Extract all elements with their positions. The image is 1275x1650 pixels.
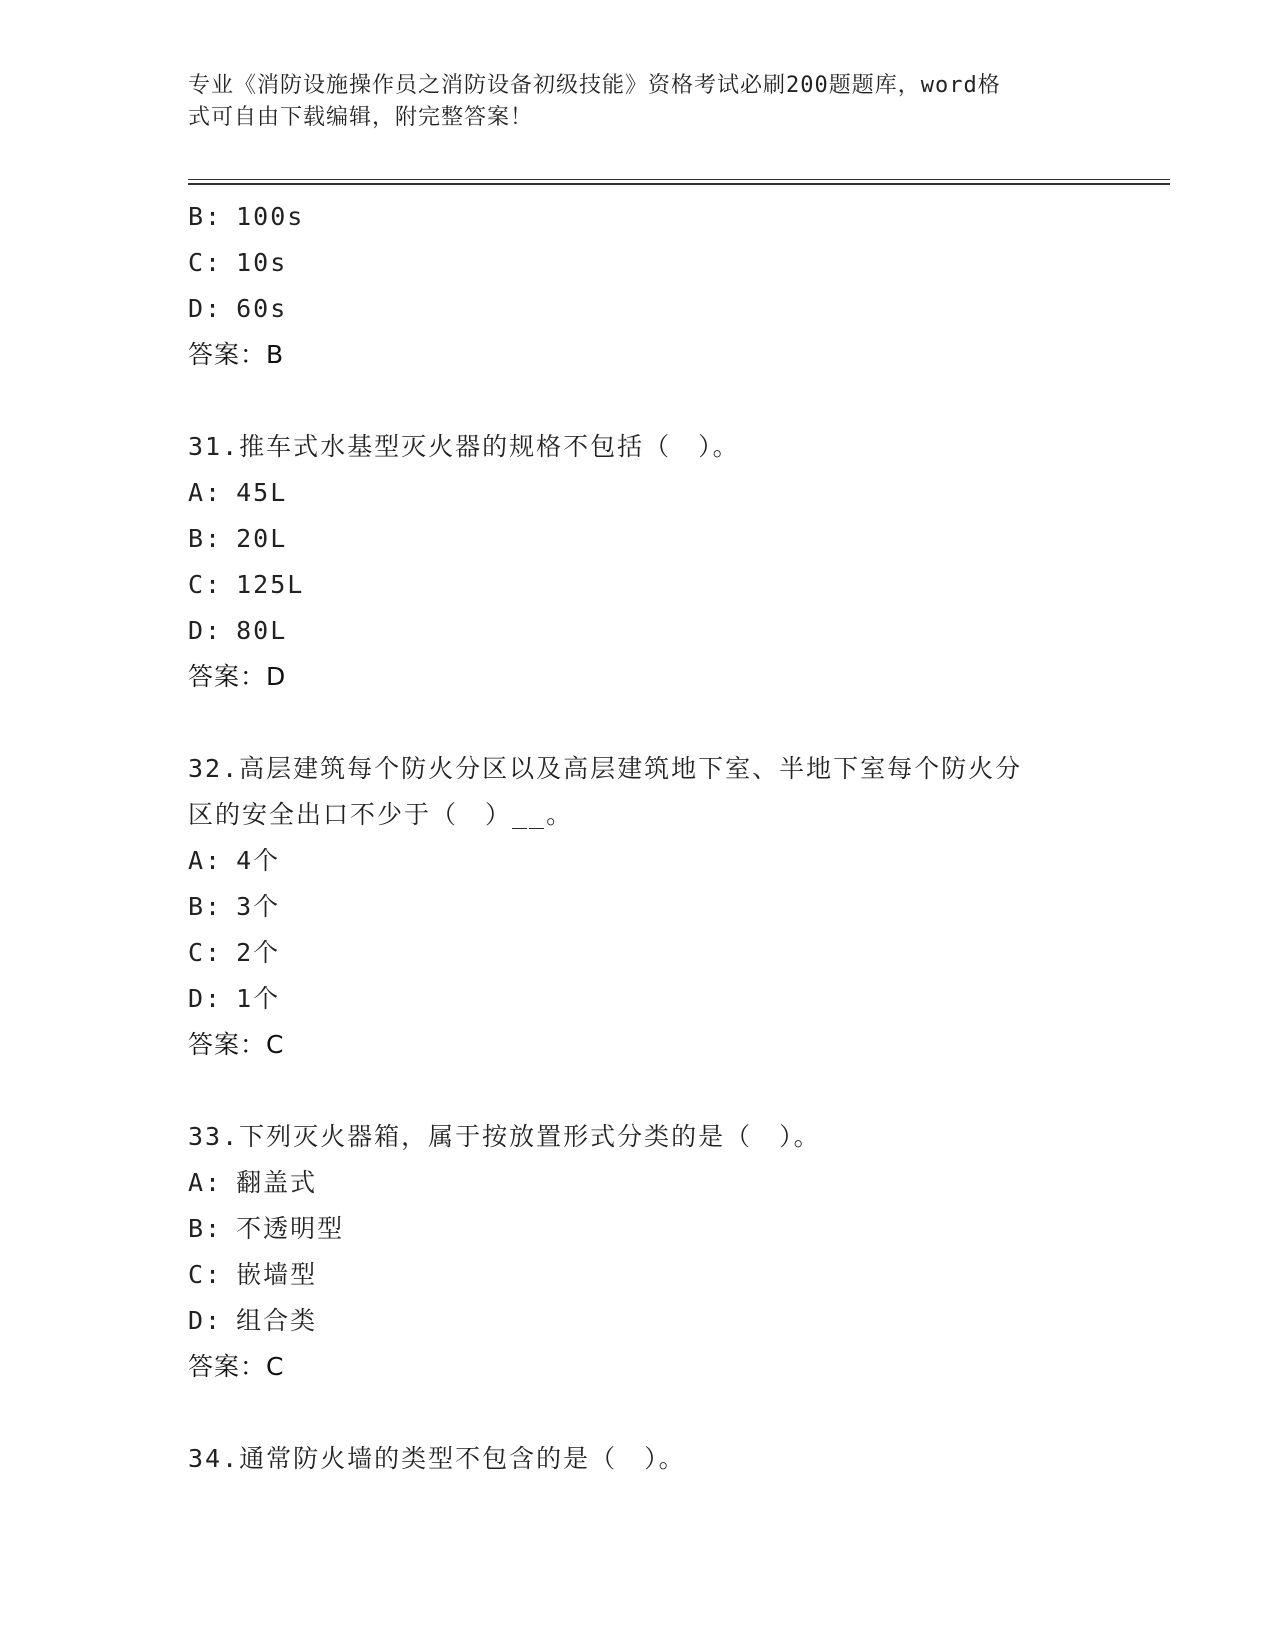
spacer: [188, 1068, 1088, 1114]
option-d: D: 组合类: [188, 1306, 318, 1335]
header-divider-bottom: [188, 183, 1170, 185]
option-d: D: 1个: [188, 984, 281, 1013]
option-a: A: 翻盖式: [188, 1168, 318, 1197]
option-c: C: 10s: [188, 248, 288, 277]
option-b: B: 不透明型: [188, 1214, 345, 1243]
answer-line: 答案：D: [188, 662, 287, 691]
question-stem: 32.高层建筑每个防火分区以及高层建筑地下室、半地下室每个防火分: [188, 754, 1023, 783]
option-c: C: 嵌墙型: [188, 1260, 318, 1289]
spacer: [188, 378, 1088, 424]
question-list: [188, 194, 1088, 1482]
option-c: C: 2个: [188, 938, 281, 967]
question-stem: 31.推车式水基型灭火器的规格不包括（ ）。: [188, 432, 740, 461]
question-31: [188, 424, 1088, 700]
question-stem: 33.下列灭火器箱，属于按放置形式分类的是（ ）。: [188, 1122, 821, 1151]
answer-line: 答案：C: [188, 1352, 285, 1381]
question-stem-continued: 区的安全出口不少于（ ）__。: [188, 800, 574, 829]
question-34: [188, 1436, 1088, 1482]
document-header: [188, 70, 1078, 134]
question-30-tail: [188, 194, 1088, 378]
option-b: B: 3个: [188, 892, 281, 921]
answer-line: 答案：B: [188, 340, 285, 369]
option-b: B: 100s: [188, 202, 305, 231]
question-32: [188, 746, 1088, 1068]
spacer: [188, 1390, 1088, 1436]
option-c: C: 125L: [188, 570, 305, 599]
option-d: D: 80L: [188, 616, 288, 645]
option-b: B: 20L: [188, 524, 288, 553]
option-d: D: 60s: [188, 294, 288, 323]
question-33: [188, 1114, 1088, 1390]
header-divider-top: [188, 179, 1170, 180]
question-stem: 34.通常防火墙的类型不包含的是（ ）。: [188, 1444, 686, 1473]
header-line-1: 专业《消防设施操作员之消防设备初级技能》资格考试必刷200题题库，word格: [188, 73, 1001, 98]
spacer: [188, 700, 1088, 746]
option-a: A: 45L: [188, 478, 288, 507]
answer-line: 答案：C: [188, 1030, 285, 1059]
option-a: A: 4个: [188, 846, 281, 875]
header-line-2: 式可自由下载编辑，附完整答案！: [188, 105, 534, 130]
